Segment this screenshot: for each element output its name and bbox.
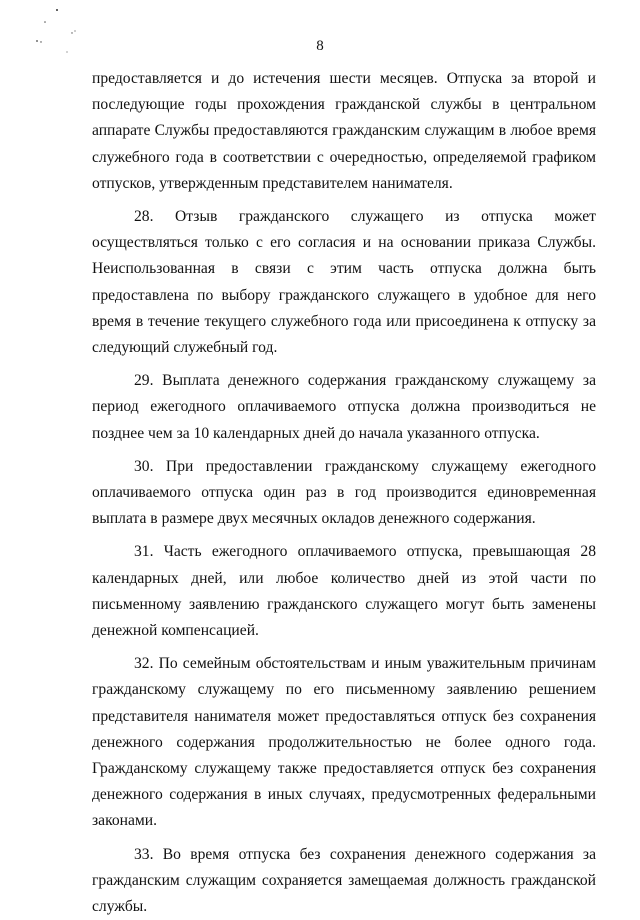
page-number: 8 [316,38,324,54]
paragraph-32: 32. По семейным обстоятельствам и иным уважительным причинам гражданскому служащему по его письменному заявлению решением представителя нанимателя может предоставляться отпуск без сохранения денежного содержания продолжительностью не более одного года. Гражданскому служащему также предоставляется отпуск без сохранения денежного содержания в иных случаях, предусмотренных федеральными законами. [92,655,596,830]
paragraph-31: 31. Часть ежегодного оплачиваемого отпуска, превышающая 28 календарных дней, или любое количество дней из этой части по письменному заявлению гражданского служащего могут быть заменены денежной компенсацией. [92,543,596,640]
paragraph-28: 28. Отзыв гражданского служащего из отпуска может осуществляться только с его согласия и на основании приказа Службы. Неиспользованная в связи с этим часть отпуска должна быть предоставлена по выбору гражданского служащего в удобное для него время в течение текущего служебного года или присоединена к отпуску за следующий служебный год. [92,208,596,357]
paragraph-30: 30. При предоставлении гражданскому служащему ежегодного оплачиваемого отпуска один раз в год производится единовременная выплата в размере двух месячных окладов денежного содержания. [92,457,596,528]
paragraph-29: 29. Выплата денежного содержания гражданскому служащему за период ежегодного оплачиваемого отпуска должна производиться не позднее чем за 10 календарных дней до начала указанного отпуска. [92,372,596,442]
paragraph-33: 33. Во время отпуска без сохранения денежного содержания за гражданским служащим сохраняется замещаемая должность гражданской службы. [92,845,596,916]
document-body [92,66,596,920]
paragraph-continuation: предоставляется и до истечения шести месяцев. Отпуска за второй и последующие годы прохождения гражданской службы в центральном аппарате Службы предоставляются гражданским служащим в любое время служебного года в соответствии с очередностью, определяемой графиком отпусков, утвержденным представителем нанимателя. [92,70,596,192]
